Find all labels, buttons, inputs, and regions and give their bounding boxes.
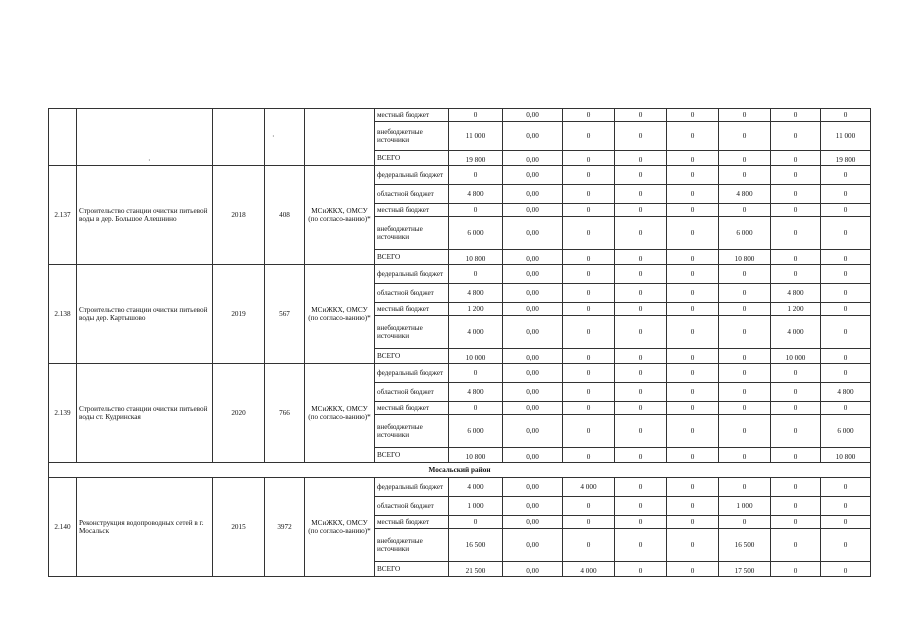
value-cell: 0,00 <box>503 383 563 402</box>
value-cell: 0 <box>667 166 719 185</box>
value-cell: 0 <box>771 402 821 415</box>
value-cell: 0 <box>563 303 615 316</box>
value-cell: 0 <box>667 349 719 364</box>
value-cell: 0 <box>771 250 821 265</box>
value-cell: 0 <box>719 166 771 185</box>
project-year: 2015 <box>213 478 265 577</box>
value-cell: 0 <box>821 217 871 250</box>
value-cell: 0 <box>667 383 719 402</box>
value-cell: 0 <box>771 448 821 463</box>
district-row <box>49 463 871 478</box>
district-header: Мосальский район <box>49 463 871 478</box>
project-year: 2020 <box>213 364 265 463</box>
source-cell: ВСЕГО <box>375 448 449 463</box>
value-cell: 4 000 <box>771 316 821 349</box>
source-cell: ВСЕГО <box>375 562 449 577</box>
value-cell: 0 <box>821 516 871 529</box>
value-cell: 0,00 <box>503 529 563 562</box>
source-cell: местный бюджет <box>375 402 449 415</box>
value-cell: 10 800 <box>449 448 503 463</box>
value-cell: 0 <box>771 185 821 204</box>
value-cell: 0 <box>719 122 771 151</box>
executor-cell <box>305 109 375 166</box>
value-cell: 0 <box>563 529 615 562</box>
value-cell: 0 <box>563 516 615 529</box>
project-number: 2.139 <box>49 364 77 463</box>
value-cell: 4 800 <box>449 383 503 402</box>
value-cell: 0 <box>667 217 719 250</box>
project-number: 2.140 <box>49 478 77 577</box>
value-cell: 0,00 <box>503 250 563 265</box>
value-cell: 0 <box>667 284 719 303</box>
value-cell: 0,00 <box>503 185 563 204</box>
value-cell: 0 <box>615 217 667 250</box>
value-cell: 19 800 <box>821 151 871 166</box>
value-cell: 10 800 <box>719 250 771 265</box>
value-cell: 0 <box>667 250 719 265</box>
value-cell: 0,00 <box>503 497 563 516</box>
value-cell: 10 800 <box>821 448 871 463</box>
capacity-cell <box>265 109 305 166</box>
value-cell: 0 <box>563 402 615 415</box>
value-cell: 0 <box>719 265 771 284</box>
table-row <box>49 166 871 185</box>
value-cell: 0 <box>449 364 503 383</box>
value-cell: 16 500 <box>719 529 771 562</box>
value-cell: 10 000 <box>449 349 503 364</box>
source-cell: внебюджетные источники <box>375 217 449 250</box>
value-cell: 0 <box>771 415 821 448</box>
value-cell: 0 <box>771 364 821 383</box>
value-cell: 0 <box>449 516 503 529</box>
value-cell: 0 <box>615 448 667 463</box>
project-capacity: 766 <box>265 364 305 463</box>
source-cell: федеральный бюджет <box>375 364 449 383</box>
value-cell: 0 <box>771 217 821 250</box>
value-cell: 0,00 <box>503 284 563 303</box>
value-cell: 0 <box>563 415 615 448</box>
value-cell: 0 <box>719 316 771 349</box>
value-cell: 17 500 <box>719 562 771 577</box>
value-cell: 0 <box>719 151 771 166</box>
value-cell: 21 500 <box>449 562 503 577</box>
value-cell: 0 <box>719 349 771 364</box>
value-cell: 0 <box>771 383 821 402</box>
project-name: Строительство станции очистки питьевой воды ст. Кудринская <box>77 364 213 463</box>
name-cell <box>77 109 213 166</box>
value-cell: 0 <box>449 402 503 415</box>
project-executor: МСиЖКХ, ОМСУ (по согласо-ванию)* <box>305 166 375 265</box>
value-cell: 0,00 <box>503 402 563 415</box>
value-cell: 0 <box>771 109 821 122</box>
value-cell: 0,00 <box>503 151 563 166</box>
value-cell: 0,00 <box>503 166 563 185</box>
value-cell: 0 <box>563 383 615 402</box>
value-cell: 0 <box>771 516 821 529</box>
value-cell: 0 <box>821 284 871 303</box>
value-cell: 0 <box>719 448 771 463</box>
project-executor: МСиЖКХ, ОМСУ (по согласо-ванию)* <box>305 364 375 463</box>
value-cell: 0 <box>563 316 615 349</box>
value-cell: 0 <box>771 562 821 577</box>
project-number: 2.137 <box>49 166 77 265</box>
value-cell: 0 <box>563 217 615 250</box>
value-cell: 0 <box>563 284 615 303</box>
value-cell: 0 <box>667 529 719 562</box>
value-cell: 6 000 <box>719 217 771 250</box>
value-cell: 0 <box>667 448 719 463</box>
table-row <box>49 109 871 122</box>
value-cell: 4 800 <box>449 284 503 303</box>
value-cell: 0 <box>667 562 719 577</box>
value-cell: 4 800 <box>449 185 503 204</box>
value-cell: 0 <box>719 415 771 448</box>
source-cell: ВСЕГО <box>375 151 449 166</box>
value-cell: 1 200 <box>771 303 821 316</box>
value-cell: 0 <box>615 109 667 122</box>
value-cell: 0 <box>615 185 667 204</box>
source-cell: внебюджетные источники <box>375 529 449 562</box>
project-capacity: 3972 <box>265 478 305 577</box>
value-cell: 0 <box>449 204 503 217</box>
value-cell: 0 <box>667 185 719 204</box>
source-cell: внебюджетные источники <box>375 122 449 151</box>
value-cell: 0 <box>615 349 667 364</box>
project-name: Строительство станции очистки питьевой воды дер. Картышово <box>77 265 213 364</box>
value-cell: 0 <box>719 478 771 497</box>
value-cell: 0 <box>563 122 615 151</box>
value-cell: 0 <box>771 151 821 166</box>
value-cell: 0 <box>615 478 667 497</box>
value-cell: 0 <box>615 250 667 265</box>
value-cell: 0 <box>563 250 615 265</box>
source-cell: местный бюджет <box>375 516 449 529</box>
value-cell: 0 <box>615 402 667 415</box>
value-cell: 0 <box>449 166 503 185</box>
value-cell: 0 <box>615 562 667 577</box>
value-cell: 0 <box>563 497 615 516</box>
table-row <box>49 478 871 497</box>
value-cell: 0,00 <box>503 478 563 497</box>
value-cell: 0 <box>563 166 615 185</box>
source-cell: областной бюджет <box>375 185 449 204</box>
value-cell: 0 <box>719 402 771 415</box>
value-cell: 0 <box>821 529 871 562</box>
project-executor: МСиЖКХ, ОМСУ (по согласо-ванию)* <box>305 265 375 364</box>
value-cell: 0 <box>821 562 871 577</box>
source-cell: внебюджетные источники <box>375 415 449 448</box>
value-cell: 0 <box>563 151 615 166</box>
value-cell: 10 000 <box>771 349 821 364</box>
value-cell: 0,00 <box>503 217 563 250</box>
value-cell: 0 <box>719 383 771 402</box>
value-cell: 0 <box>615 415 667 448</box>
value-cell: 0 <box>719 109 771 122</box>
value-cell: 0 <box>615 516 667 529</box>
number-cell <box>49 109 77 166</box>
project-year: 2018 <box>213 166 265 265</box>
value-cell: 0 <box>563 349 615 364</box>
value-cell: 0 <box>719 516 771 529</box>
value-cell: 0 <box>821 478 871 497</box>
value-cell: 0,00 <box>503 516 563 529</box>
value-cell: 16 500 <box>449 529 503 562</box>
value-cell: 0 <box>667 478 719 497</box>
value-cell: 0 <box>615 265 667 284</box>
value-cell: 0,00 <box>503 364 563 383</box>
value-cell: 11 000 <box>821 122 871 151</box>
source-cell: областной бюджет <box>375 383 449 402</box>
project-number: 2.138 <box>49 265 77 364</box>
value-cell: 0 <box>667 497 719 516</box>
value-cell: 0,00 <box>503 303 563 316</box>
table-row <box>49 265 871 284</box>
value-cell: 4 000 <box>563 478 615 497</box>
value-cell: 0,00 <box>503 448 563 463</box>
value-cell: 0 <box>719 364 771 383</box>
value-cell: 0,00 <box>503 349 563 364</box>
source-cell: федеральный бюджет <box>375 166 449 185</box>
value-cell: 0 <box>821 250 871 265</box>
value-cell: 0 <box>615 497 667 516</box>
source-cell: местный бюджет <box>375 303 449 316</box>
table-row <box>49 364 871 383</box>
value-cell: 6 000 <box>821 415 871 448</box>
value-cell: 0 <box>615 364 667 383</box>
value-cell: 0 <box>719 204 771 217</box>
value-cell: 0 <box>771 529 821 562</box>
source-cell: ВСЕГО <box>375 250 449 265</box>
value-cell: 1 000 <box>449 497 503 516</box>
value-cell: 0 <box>563 265 615 284</box>
value-cell: 1 000 <box>719 497 771 516</box>
value-cell: 0 <box>667 204 719 217</box>
value-cell: 10 800 <box>449 250 503 265</box>
source-cell: внебюджетные источники <box>375 316 449 349</box>
project-capacity: 408 <box>265 166 305 265</box>
value-cell: 0,00 <box>503 316 563 349</box>
value-cell: 0,00 <box>503 562 563 577</box>
value-cell: 1 200 <box>449 303 503 316</box>
scan-mark: · <box>272 132 275 141</box>
value-cell: 0 <box>821 364 871 383</box>
value-cell: 0 <box>771 265 821 284</box>
source-cell: местный бюджет <box>375 204 449 217</box>
value-cell: 0 <box>563 204 615 217</box>
value-cell: 4 000 <box>449 478 503 497</box>
budget-table <box>48 108 871 577</box>
value-cell: 0,00 <box>503 109 563 122</box>
value-cell: 0 <box>771 166 821 185</box>
source-cell: ВСЕГО <box>375 349 449 364</box>
value-cell: 0 <box>719 284 771 303</box>
value-cell: 0 <box>771 204 821 217</box>
value-cell: 0 <box>719 303 771 316</box>
value-cell: 0 <box>615 166 667 185</box>
value-cell: 4 000 <box>449 316 503 349</box>
value-cell: 0 <box>821 166 871 185</box>
value-cell: 0 <box>821 109 871 122</box>
value-cell: 0 <box>667 151 719 166</box>
value-cell: 4 800 <box>771 284 821 303</box>
value-cell: 0 <box>667 122 719 151</box>
value-cell: 0 <box>771 122 821 151</box>
source-cell: местный бюджет <box>375 109 449 122</box>
value-cell: 0 <box>615 303 667 316</box>
value-cell: 0 <box>615 204 667 217</box>
value-cell: 0 <box>667 109 719 122</box>
value-cell: 0 <box>615 316 667 349</box>
value-cell: 4 800 <box>821 383 871 402</box>
project-year: 2019 <box>213 265 265 364</box>
value-cell: 0 <box>667 316 719 349</box>
value-cell: 0 <box>821 185 871 204</box>
value-cell: 0 <box>615 151 667 166</box>
value-cell: 0 <box>449 109 503 122</box>
value-cell: 0 <box>563 185 615 204</box>
value-cell: 0 <box>821 303 871 316</box>
value-cell: 0 <box>449 265 503 284</box>
value-cell: 0 <box>667 415 719 448</box>
project-name: Реконструкция водопроводных сетей в г. Мосальск <box>77 478 213 577</box>
project-name: Строительство станции очистки питьевой воды в дер. Большое Алешнино <box>77 166 213 265</box>
value-cell: 0,00 <box>503 204 563 217</box>
project-capacity: 567 <box>265 265 305 364</box>
source-cell: федеральный бюджет <box>375 478 449 497</box>
value-cell: 0 <box>615 383 667 402</box>
year-cell <box>213 109 265 166</box>
value-cell: 4 800 <box>719 185 771 204</box>
value-cell: 0 <box>771 497 821 516</box>
value-cell: 0 <box>667 265 719 284</box>
source-cell: областной бюджет <box>375 497 449 516</box>
value-cell: 4 000 <box>563 562 615 577</box>
value-cell: 0 <box>667 303 719 316</box>
value-cell: 0 <box>821 402 871 415</box>
value-cell: 0,00 <box>503 122 563 151</box>
scan-mark: · <box>148 156 151 165</box>
value-cell: 0,00 <box>503 265 563 284</box>
value-cell: 0 <box>667 364 719 383</box>
value-cell: 0 <box>821 204 871 217</box>
value-cell: 0 <box>615 529 667 562</box>
value-cell: 6 000 <box>449 217 503 250</box>
source-cell: областной бюджет <box>375 284 449 303</box>
value-cell: 19 800 <box>449 151 503 166</box>
source-cell: федеральный бюджет <box>375 265 449 284</box>
value-cell: 0 <box>615 284 667 303</box>
value-cell: 11 000 <box>449 122 503 151</box>
value-cell: 0 <box>667 402 719 415</box>
value-cell: 0 <box>563 448 615 463</box>
value-cell: 0 <box>563 364 615 383</box>
value-cell: 0 <box>821 316 871 349</box>
value-cell: 6 000 <box>449 415 503 448</box>
value-cell: 0,00 <box>503 415 563 448</box>
value-cell: 0 <box>563 109 615 122</box>
value-cell: 0 <box>667 516 719 529</box>
project-executor: МСиЖКХ, ОМСУ (по согласо-ванию)* <box>305 478 375 577</box>
value-cell: 0 <box>821 497 871 516</box>
value-cell: 0 <box>821 265 871 284</box>
value-cell: 0 <box>771 478 821 497</box>
value-cell: 0 <box>615 122 667 151</box>
value-cell: 0 <box>821 349 871 364</box>
